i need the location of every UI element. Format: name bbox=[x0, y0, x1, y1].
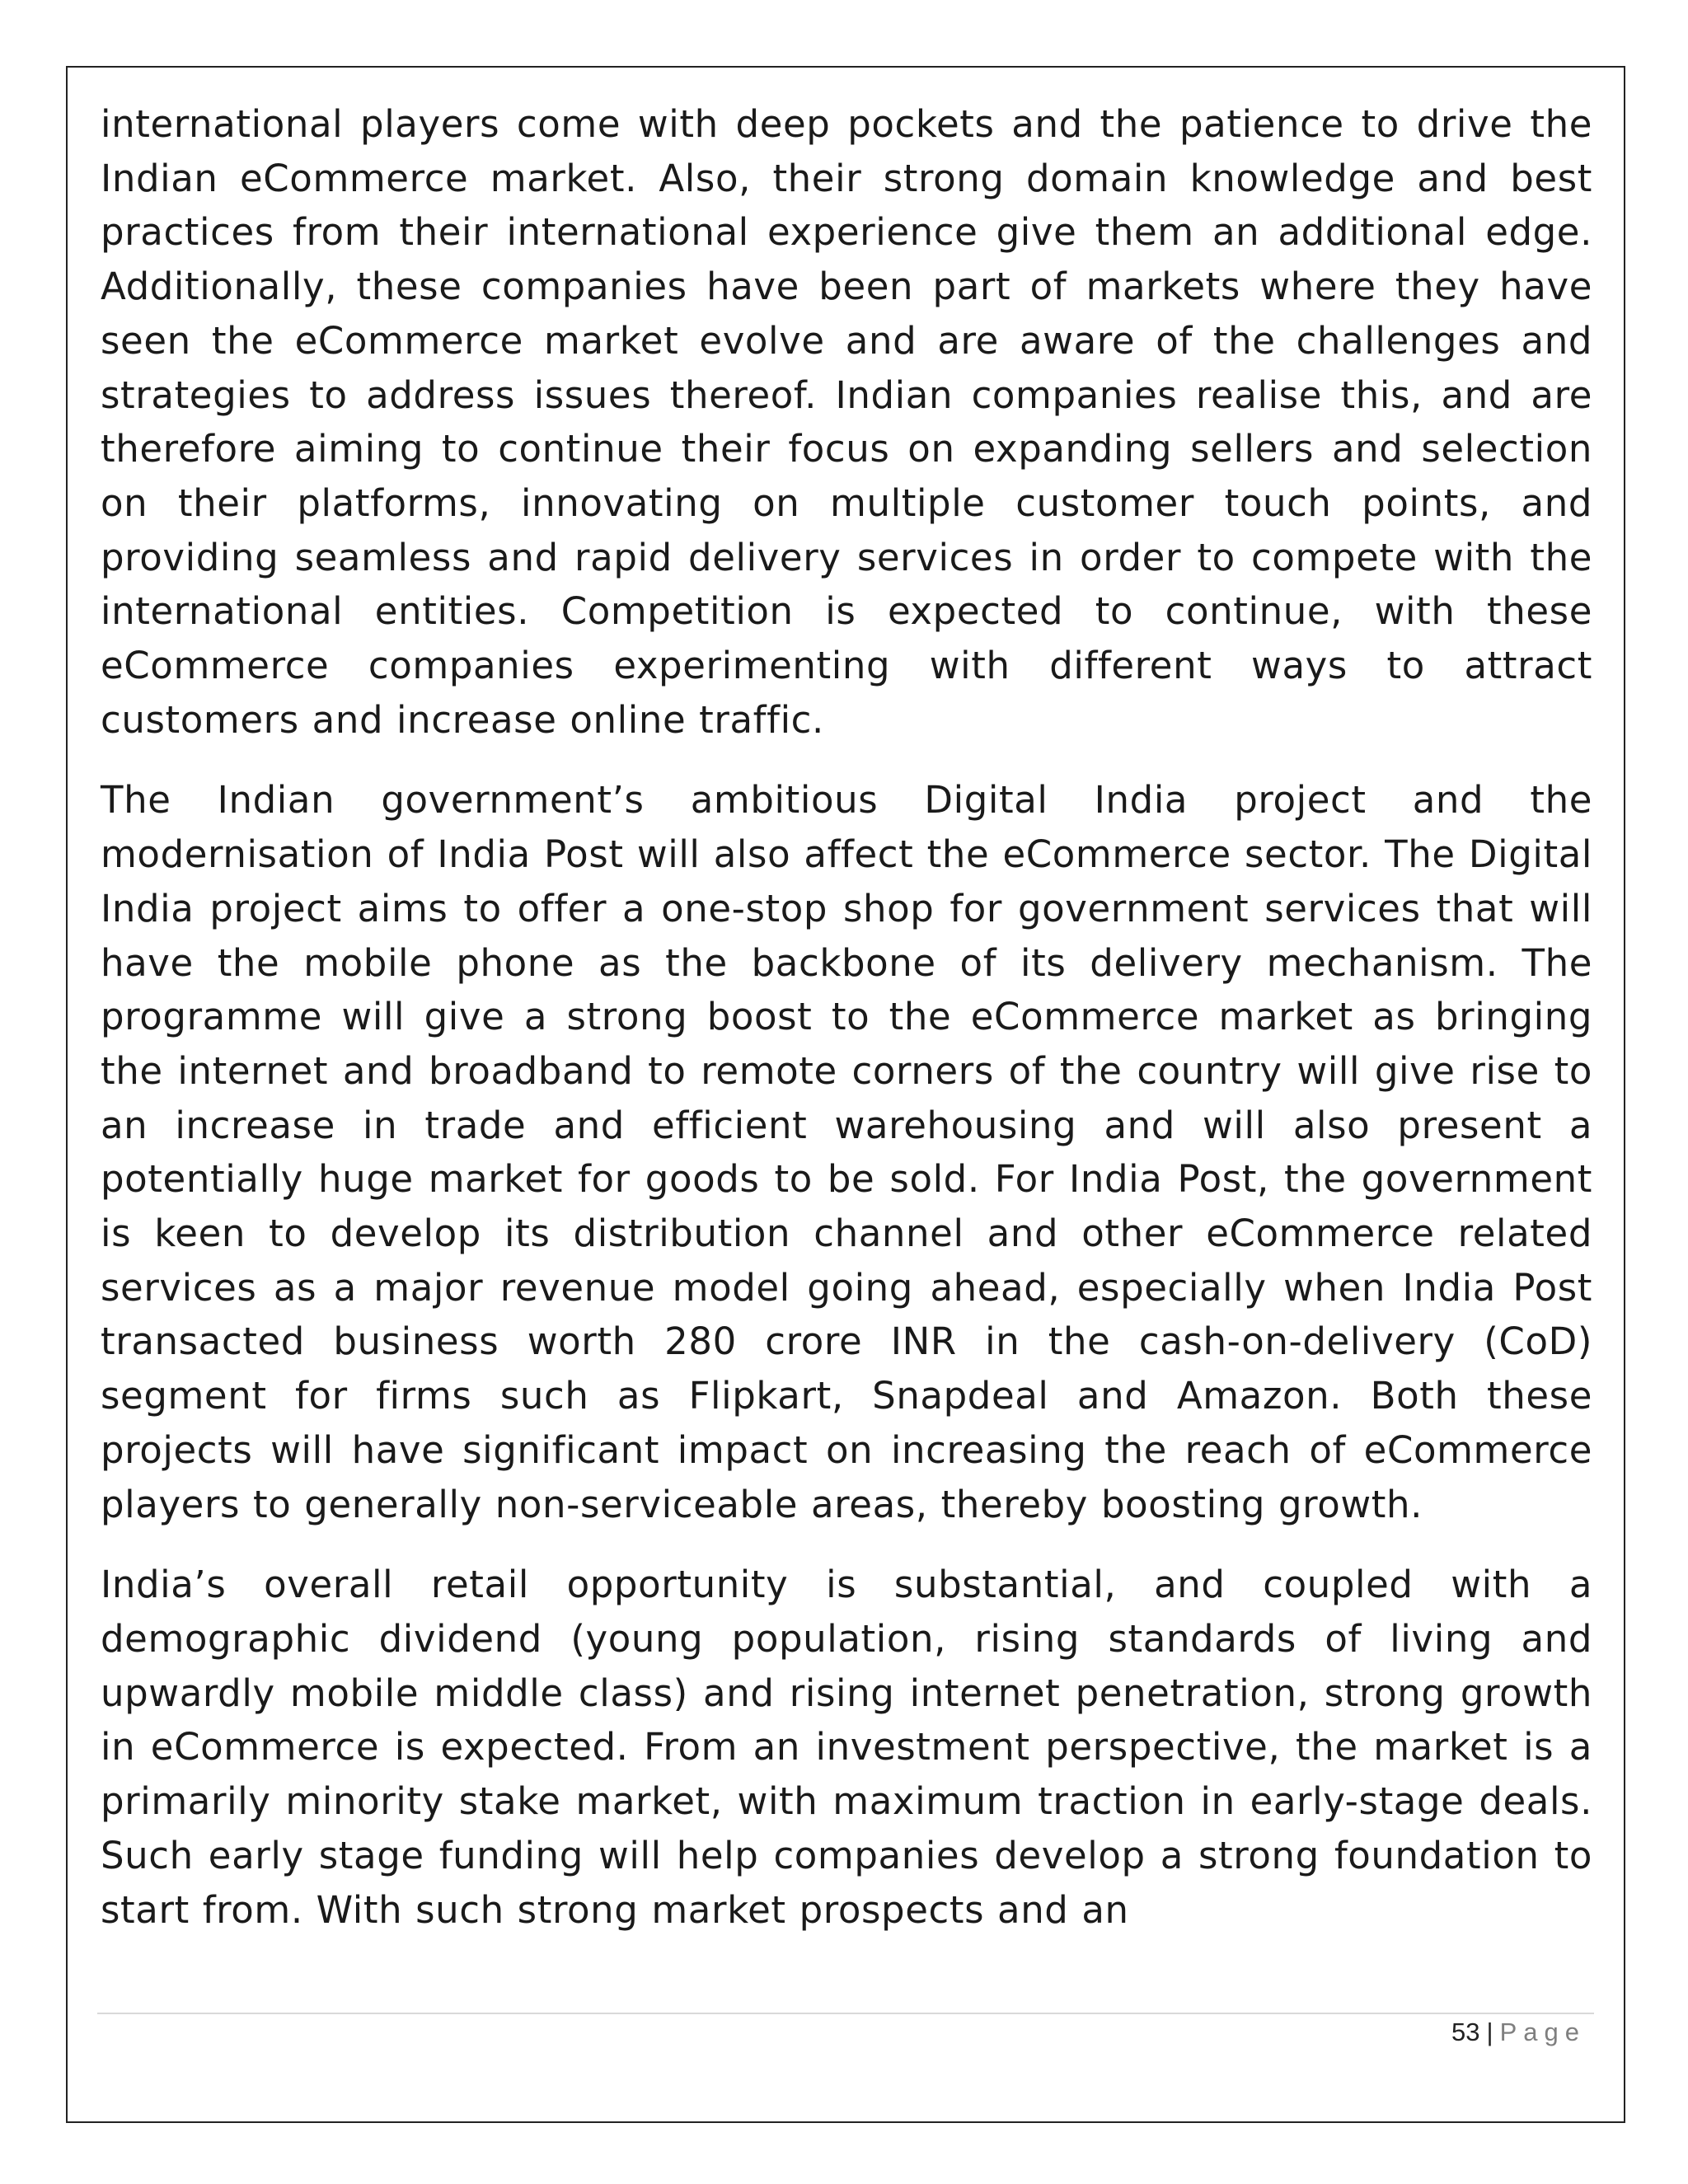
page-number: 53 bbox=[1451, 2018, 1480, 2046]
paragraph-3: India’s overall retail opportunity is substantial, and coupled with a demographic dividend (young population, rising standards of living and upwardly mobile middle class) and rising internet penetration, strong growth in eCommerce is expected. From an investment perspective, the market is a primarily minority stake market, with maximum traction in early-stage deals. Such early stage funding will help companies develop a strong foundation to start from. With such strong market prospects and an bbox=[101, 1563, 1592, 1932]
page-footer bbox=[1451, 2018, 1586, 2047]
paragraph-1: international players come with deep pockets and the patience to drive the Indian eCommerce market. Also, their strong domain knowledge and best practices from their international experience give them an additional edge. Additionally, these companies have been part of markets where they have seen the eCommerce market evolve and are aware of the challenges and strategies to address issues thereof. Indian companies realise this, and are therefore aiming to continue their focus on expanding sellers and selection on their platforms, innovating on multiple customer touch points, and providing seamless and rapid delivery services in order to compete with the international entities. Competition is expected to continue, with these eCommerce companies experimenting with different ways to attract customers and increase online traffic. bbox=[101, 102, 1592, 742]
document-body bbox=[101, 97, 1592, 1963]
footer-divider bbox=[97, 2013, 1594, 2014]
paragraph-2: The Indian government’s ambitious Digital India project and the modernisation of India Post will also affect the eCommerce sector. The Digital India project aims to offer a one-stop shop for government services that will have the mobile phone as the backbone of its delivery mechanism. The programme will give a strong boost to the eCommerce market as bringing the internet and broadband to remote corners of the country will give rise to an increase in trade and efficient warehousing and will also present a potentially huge market for goods to be sold. For India Post, the government is keen to develop its distribution channel and other eCommerce related services as a major revenue model going ahead, especially when India Post transacted business worth 280 crore INR in the cash-on-delivery (CoD) segment for firms such as Flipkart, Snapdeal and Amazon. Both these projects will have significant impact on increasing the reach of eCommerce players to generally non-serviceable areas, thereby boosting growth. bbox=[101, 778, 1592, 1526]
page-label: Page bbox=[1499, 2018, 1586, 2046]
footer-separator: | bbox=[1486, 2018, 1493, 2046]
